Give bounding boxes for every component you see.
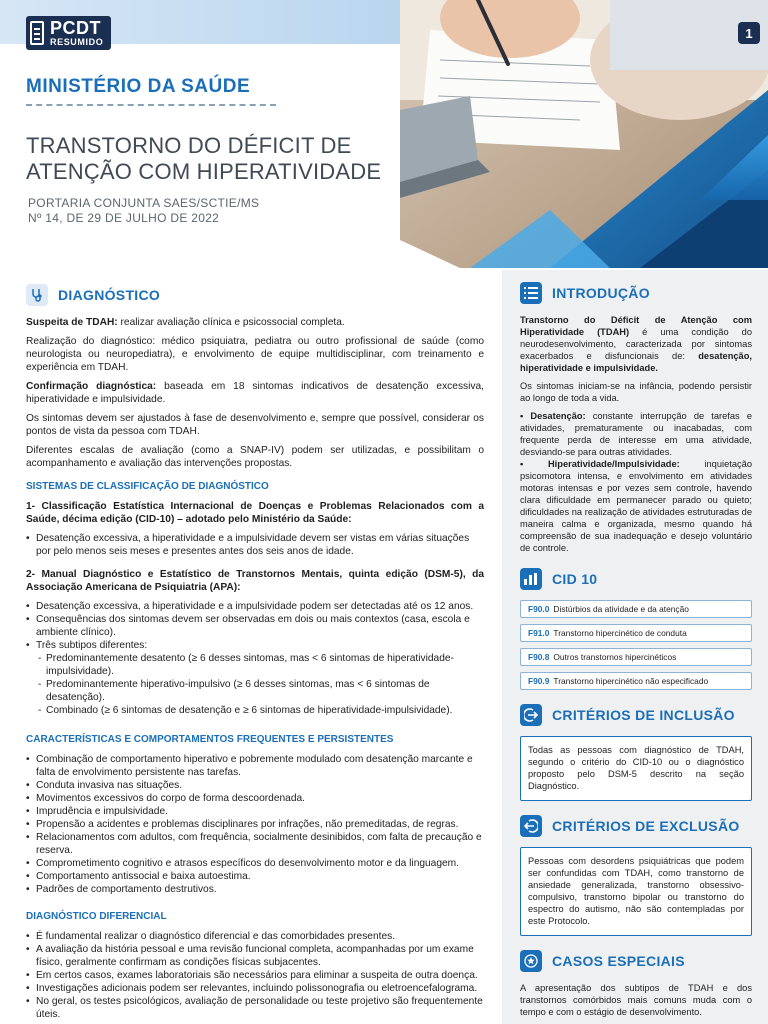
list-item: • Combinação de comportamento hiperativo e pobremente modulado com desatenção marcante e falta de envolvimento persistente nas tarefas. (26, 753, 484, 779)
sistemas-subheading: SISTEMAS DE CLASSIFICAÇÃO DE DIAGNÓSTICO (26, 481, 269, 492)
title-line-2: ATENÇÃO COM HIPERATIVIDADE (26, 159, 382, 184)
title-line-1: TRANSTORNO DO DÉFICIT DE (26, 133, 352, 158)
list-item: • Desatenção excessiva, a hiperatividade e a impulsividade devem ser vistas em várias situações por pelo menos seis meses e presentes antes dos seis anos de idade. (26, 532, 484, 558)
exclusao-box: Pessoas com desordens psiquiátricas que podem ser confundidas com TDAH, como transtorno de ansiedade generalizada, transtorno obsessivo-compulsivo, transtorno bipolar ou transtorno do espectro do autismo, não são contempladas por este Protocolo. (520, 847, 752, 936)
list-item (26, 639, 484, 717)
confirmacao-label: Confirmação diagnóstica: (26, 381, 157, 392)
document-icon (30, 21, 44, 45)
list-item: • Relacionamentos com adultos, com frequência, socialmente desinibidos, com falta de precaução e reserva. (26, 831, 484, 857)
confirmacao-paragraph (26, 380, 484, 406)
caracteristicas-list (26, 753, 484, 896)
cid10-header (520, 568, 752, 590)
page-title (26, 133, 426, 185)
hiperatividade-text: inquietação psicomotora intensa, e envolvimento em atividades motoras intensas e por vezes sem controle, havendo clara dificuldade em permanecer parado ou quieto; dificuldades na realização de atividades estruturadas de maneira calma e organizada, mesmo quando há compreensão de sua inadequação e desejo voluntário de controle. (520, 459, 752, 553)
dsm-bullet-list (26, 600, 484, 717)
stethoscope-icon (26, 284, 48, 306)
star-icon (520, 950, 542, 972)
subtipos-intro: Três subtipos diferentes: (36, 640, 148, 651)
portaria-line-1: PORTARIA CONJUNTA SAES/SCTIE/MS (28, 196, 260, 210)
enter-arrow-icon (520, 704, 542, 726)
list-item: • Investigações adicionais podem ser relevantes, incluindo polissonografia ou eletroencefalograma. (26, 982, 484, 995)
list-item: • Imprudência e impulsividade. (26, 805, 484, 818)
list-item: • Desatenção excessiva, a hiperatividade e a impulsividade podem ser detectadas até os 12 anos. (26, 600, 484, 613)
suspeita-text: realizar avaliação clínica e psicossocial completa. (117, 317, 345, 328)
tdah-definition-term: Transtorno do Déficit de Atenção com Hiperatividade (TDAH) (520, 315, 752, 337)
logo-sub-text: RESUMIDO (50, 37, 104, 47)
escalas-paragraph: Diferentes escalas de avaliação (como a SNAP-IV) podem ser utilizadas, e possibilitam o acompanhamento e avaliação das intervenções propostas. (26, 445, 484, 469)
portaria-line-2: Nº 14, DE 29 DE JULHO DE 2022 (28, 211, 220, 225)
ministry-name: MINISTÉRIO DA SAÚDE (26, 76, 251, 97)
hiperatividade-label: • Hiperatividade/Impulsividade: (520, 459, 680, 469)
bar-chart-icon (520, 568, 542, 590)
page-header (0, 0, 768, 268)
list-item: • Padrões de comportamento destrutivos. (26, 883, 484, 896)
list-item: • Conduta invasiva nas situações. (26, 779, 484, 792)
list-item: • Comprometimento cognitivo e atrasos específicos do desenvolvimento motor e da linguagem. (26, 857, 484, 870)
inclusao-box: Todas as pessoas com diagnóstico de TDAH, segundo o critério do CID-10 ou o diagnóstico proposto pelo DSM-5 descrito na seção Diagnóstico. (520, 736, 752, 801)
cid10-title: CID 10 (552, 571, 598, 587)
confirmacao-text: baseada em 18 sintomas indicativos de desatenção excessiva, hiperatividade e impulsividade. (26, 381, 484, 405)
list-item: • Propensão a acidentes e problemas disciplinares por infrações, não premeditadas, de regras. (26, 818, 484, 831)
cid-description: Transtorno hipercinético de conduta (553, 628, 687, 638)
inclusao-title: CRITÉRIOS DE INCLUSÃO (552, 707, 735, 723)
list-item: • Movimentos excessivos do corpo de forma descoordenada. (26, 792, 484, 805)
exclusao-title: CRITÉRIOS DE EXCLUSÃO (552, 818, 740, 834)
cid-code: F90.8 (528, 652, 550, 662)
ministry-divider (26, 104, 276, 106)
cid-description: Distúrbios da atividade e da atenção (553, 604, 689, 614)
list-item: - Predominantemente desatento (≥ 6 desses sintomas, mas < 6 sintomas de hiperatividade-impulsividade). (36, 652, 484, 678)
introducao-header (520, 282, 752, 304)
diferencial-subheading: DIAGNÓSTICO DIFERENCIAL (26, 911, 167, 922)
cid-code-item (520, 648, 752, 666)
exit-arrow-icon (520, 815, 542, 837)
cid-code: F91.0 (528, 628, 550, 638)
list-item: • É fundamental realizar o diagnóstico diferencial e das comorbidades presentes. (26, 930, 484, 943)
list-item: - Combinado (≥ 6 sintomas de desatenção e ≥ 6 sintomas de hiperatividade-impulsividade). (36, 704, 484, 717)
dsm-heading: 2- Manual Diagnóstico e Estatístico de Transtornos Mentais, quinta edição (DSM-5), da Associação Americana de Psiquiatria (APA): (26, 569, 484, 593)
tdah-core-symptoms: desatenção, hiperatividade e impulsividade. (520, 351, 752, 373)
desatencao-label: • Desatenção: (520, 411, 586, 421)
tdah-definition-text: é uma condição do neurodesenvolvimento, caracterizada por sintomas exacerbados e disfuncionais de: (520, 327, 752, 361)
sidebar-panel (502, 270, 768, 1024)
list-item: • Consequências dos sintomas devem ser observadas em dois ou mais contextos (casa, escola e ambiente clínico). (26, 613, 484, 639)
introducao-paragraph-1 (520, 314, 752, 374)
diagnostico-header (26, 284, 484, 306)
cid-description: Transtorno hipercinético não especificado (553, 676, 709, 686)
page-number-badge: 1 (738, 22, 760, 44)
list-item: - Predominantemente hiperativo-impulsivo (≥ 6 desses sintomas, mas < 6 sintomas de desatenção). (36, 678, 484, 704)
suspeita-paragraph (26, 316, 484, 329)
list-item: • Comportamento antissocial e baixa autoestima. (26, 870, 484, 883)
casos-header (520, 950, 752, 972)
casos-paragraph: A apresentação dos subtipos de TDAH e dos transtornos comórbidos mais comuns muda com o tempo e com o estágio de desenvolvimento. (520, 983, 752, 1017)
hiperatividade-paragraph (520, 458, 752, 554)
list-item: • No geral, os testes psicológicos, avaliação de personalidade ou teste projetivo são frequentemente úteis. (26, 995, 484, 1021)
pcdt-logo (26, 16, 111, 50)
cid-code: F90.0 (528, 604, 550, 614)
realizacao-paragraph: Realização do diagnóstico: médico psiquiatra, pediatra ou outro profissional de saúde (como neurologista ou neuropediatra), e envolvimento de equipe multidisciplinar, com treinamento e experiência em TDAH. (26, 336, 484, 373)
suspeita-label: Suspeita de TDAH: (26, 317, 118, 328)
cid-code: F90.9 (528, 676, 550, 686)
desatencao-paragraph (520, 410, 752, 458)
cid-code-item (520, 624, 752, 642)
caracteristicas-subheading: CARACTERÍSTICAS E COMPORTAMENTOS FREQUENTES E PERSISTENTES (26, 734, 394, 745)
subtipos-list (36, 652, 484, 717)
cid-description: Outros transtornos hipercinéticos (553, 652, 677, 662)
diagnostico-section (26, 284, 484, 1024)
logo-main-text: PCDT (50, 18, 101, 38)
inclusao-header (520, 704, 752, 726)
sintomas-ajustados-paragraph: Os sintomas devem ser ajustados à fase de desenvolvimento e, sempre que possível, considerar os pontos de vista da pessoa com TDAH. (26, 413, 484, 437)
exclusao-header (520, 815, 752, 837)
list-item: • A avaliação da história pessoal e uma revisão funcional completa, acompanhadas por um exame físico, geralmente confirmam as condições físicas subjacentes. (26, 943, 484, 969)
introducao-paragraph-2: Os sintomas iniciam-se na infância, podendo persistir ao longo de toda a vida. (520, 381, 752, 403)
hero-photo (400, 0, 768, 268)
casos-title: CASOS ESPECIAIS (552, 953, 685, 969)
cid-code-item (520, 672, 752, 690)
desatencao-text: constante interrupção de tarefas e atividades, prematuramente ou inacabadas, com frequente perda de interesse em uma atividade, desviando-se para outras atividades. (520, 411, 752, 457)
cid-bullet-list (26, 532, 484, 558)
cid-code-item (520, 600, 752, 618)
diagnostico-title: DIAGNÓSTICO (58, 286, 161, 303)
list-icon (520, 282, 542, 304)
portaria-reference (28, 196, 259, 226)
cid-heading: 1- Classificação Estatística Internacional de Doenças e Problemas Relacionados com a Saúde, décima edição (CID-10) – adotado pelo Ministério da Saúde: (26, 501, 484, 525)
introducao-title: INTRODUÇÃO (552, 285, 650, 301)
list-item: • Em certos casos, exames laboratoriais são necessários para eliminar a suspeita de outra doença. (26, 969, 484, 982)
diferencial-list (26, 930, 484, 1021)
